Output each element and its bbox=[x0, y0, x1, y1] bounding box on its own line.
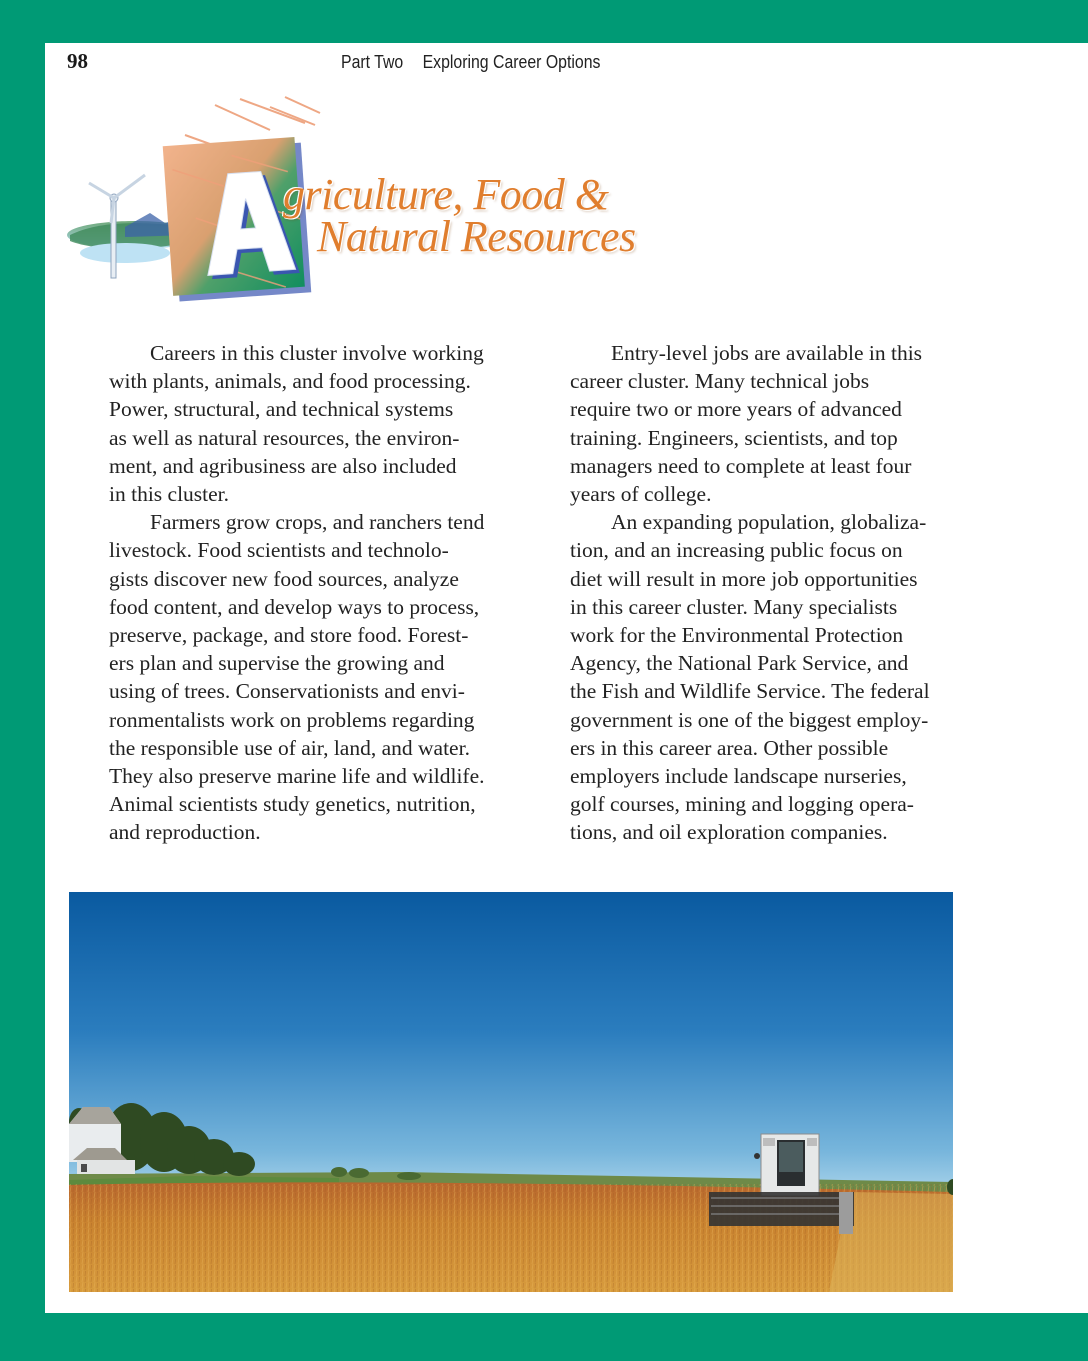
text-line: the responsible use of air, land, and water. bbox=[109, 735, 470, 760]
text-line: They also preserve marine life and wildlife. bbox=[109, 764, 485, 789]
text-line: employers include landscape nurseries, bbox=[570, 764, 907, 789]
running-head-title bbox=[341, 51, 600, 73]
text-line: Farmers grow crops, and ranchers tend bbox=[150, 510, 485, 535]
text-line: in this career cluster. Many specialists bbox=[570, 594, 898, 619]
text-line: ers plan and supervise the growing and bbox=[109, 651, 445, 676]
text-line: using of trees. Conservationists and envi- bbox=[109, 679, 465, 704]
text-line: as well as natural resources, the environ- bbox=[109, 425, 460, 450]
text-line: An expanding population, globaliza- bbox=[611, 510, 927, 535]
text-line: Careers in this cluster involve working bbox=[150, 341, 484, 365]
text-line: golf courses, mining and logging opera- bbox=[570, 792, 914, 817]
text-line: ers in this career area. Other possible bbox=[570, 735, 889, 760]
text-line: years of college. bbox=[570, 482, 712, 507]
paragraph bbox=[68, 508, 498, 846]
text-line: the Fish and Wildlife Service. The federal bbox=[570, 679, 930, 704]
paragraph bbox=[68, 339, 498, 508]
page-number: 98 bbox=[67, 49, 88, 73]
text-line: tions, and oil exploration companies. bbox=[570, 820, 888, 845]
photo-image bbox=[69, 892, 953, 1292]
harvest-photo bbox=[69, 892, 953, 1292]
text-line: tion, and an increasing public focus on bbox=[570, 538, 903, 563]
text-line: in this cluster. bbox=[109, 482, 230, 507]
text-line: and reproduction. bbox=[109, 820, 261, 845]
letter-tile-icon bbox=[163, 137, 312, 302]
text-column-left bbox=[68, 339, 498, 847]
text-line: government is one of the biggest employ- bbox=[570, 707, 929, 732]
text-line: work for the Environmental Protection bbox=[570, 623, 904, 648]
text-line: managers need to complete at least four bbox=[570, 453, 912, 478]
text-line: career cluster. Many technical jobs bbox=[570, 369, 870, 394]
text-line: Animal scientists study genetics, nutrition, bbox=[109, 792, 476, 817]
running-head bbox=[45, 49, 1088, 75]
text-line: Power, structural, and technical systems bbox=[109, 397, 454, 422]
text-column-right bbox=[529, 339, 954, 847]
paragraph bbox=[529, 508, 954, 846]
text-line: with plants, animals, and food processing. bbox=[109, 369, 471, 394]
text-line: preserve, package, and store food. Forest- bbox=[109, 623, 469, 648]
logo-title-line2: Natural Resources bbox=[317, 212, 636, 261]
text-line: require two or more years of advanced bbox=[570, 397, 902, 422]
text-line: ronmentalists work on problems regarding bbox=[109, 707, 475, 732]
text-line: Agency, the National Park Service, and bbox=[570, 651, 909, 676]
text-line: ment, and agribusiness are also included bbox=[109, 453, 457, 478]
cluster-logo bbox=[65, 95, 636, 305]
part-label: Part Two bbox=[341, 52, 404, 72]
logo-title-line1: griculture, Food & bbox=[283, 170, 609, 219]
text-line: food content, and develop ways to process, bbox=[109, 594, 480, 619]
text-line: training. Engineers, scientists, and top bbox=[570, 425, 898, 450]
paragraph bbox=[529, 339, 954, 508]
textbook-page bbox=[45, 43, 1088, 1313]
text-line: diet will result in more job opportunities bbox=[570, 566, 918, 591]
text-line: livestock. Food scientists and technolo- bbox=[109, 538, 449, 563]
text-line: gists discover new food sources, analyze bbox=[109, 566, 459, 591]
text-line: Entry-level jobs are available in this bbox=[611, 341, 923, 365]
chapter-title: Exploring Career Options bbox=[422, 52, 601, 72]
